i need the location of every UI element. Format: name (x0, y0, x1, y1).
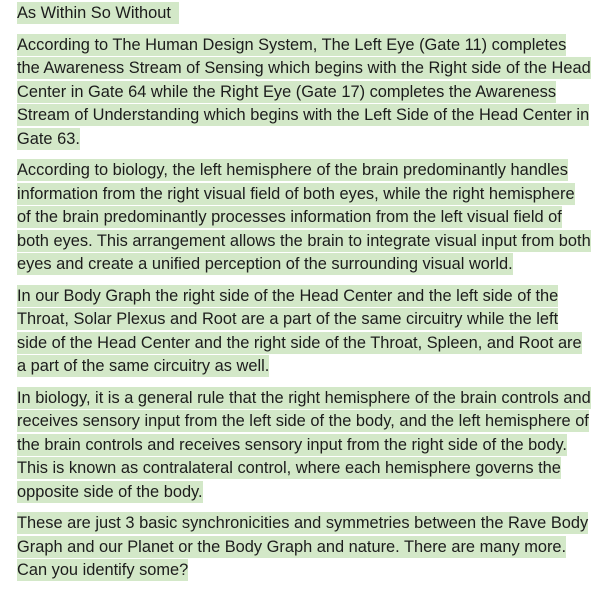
paragraph-visual-field (17, 159, 591, 277)
title-highlight: As Within So Without (17, 2, 179, 24)
paragraph-highlight: In biology, it is a general rule that the right hemisphere of the brain controls and receives sensory input from the left side of the body, and the left hemisphere of the brain controls and receives sensory input from the right side of the body. This is known as contralateral control, where each hemisphere governs the opposite side of the body. (17, 388, 591, 501)
document-body (17, 2, 591, 583)
document-title (17, 2, 591, 26)
paragraph-synchronicities (17, 512, 591, 583)
paragraph-highlight: According to The Human Design System, The Left Eye (Gate 11) completes the Awareness Stream of Sensing which begins with the Right side of the Head Center in Gate 64 while the Right Eye (Gate 17) completes the Awareness Stream of Understanding which begins with the Left Side of the Head Center in Gate 63. (17, 35, 591, 148)
paragraph-contralateral-control (17, 387, 591, 505)
paragraph-highlight: These are just 3 basic synchronicities and symmetries between the Rave Body Graph and our Planet or the Body Graph and nature. There are many more. Can you identify some? (17, 514, 589, 579)
paragraph-body-graph-circuitry (17, 285, 591, 379)
paragraph-gates-awareness (17, 34, 591, 152)
paragraph-highlight: In our Body Graph the right side of the Head Center and the left side of the Throat, Solar Plexus and Root are a part of the same circuitry while the left side of the Head Center and the right side of the Throat, Spleen, and Root are a part of the same circuitry as well. (17, 286, 582, 375)
paragraph-highlight: According to biology, the left hemisphere of the brain predominantly handles information from the right visual field of both eyes, while the right hemisphere of the brain predominantly processes information from the left visual field of both eyes. This arrangement allows the brain to integrate visual input from both eyes and create a unified perception of the surrounding visual world. (17, 161, 591, 273)
